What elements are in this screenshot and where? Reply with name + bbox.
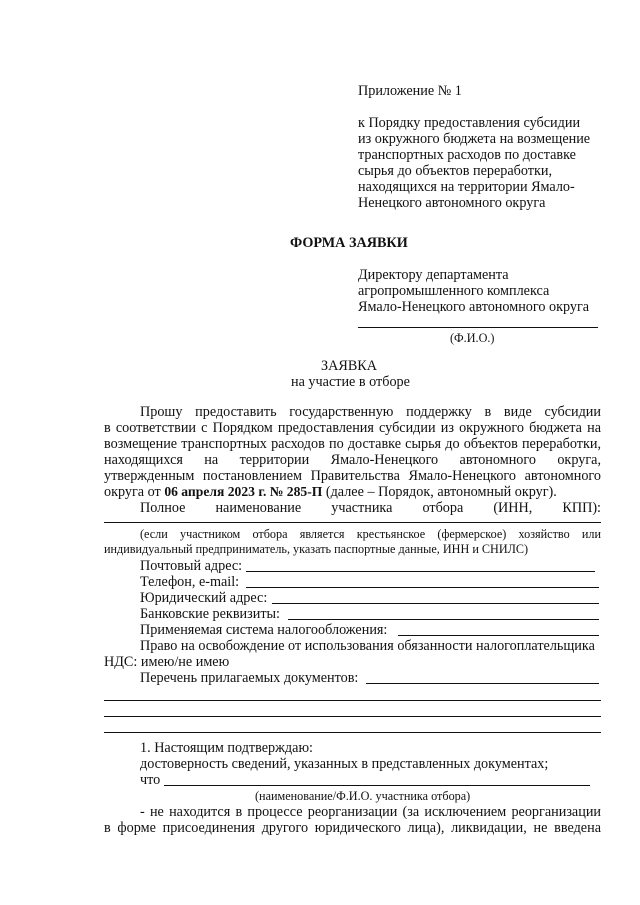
docs-line[interactable]	[104, 716, 601, 717]
vat-label: НДС: имею/не имею	[104, 654, 230, 670]
confirm-what: что	[140, 772, 161, 788]
form-title: ФОРМА ЗАЯВКИ	[290, 235, 408, 251]
participant-line[interactable]	[164, 785, 590, 786]
request-line: Прошу предоставить государственную поддержку в виде субсидии	[140, 404, 601, 420]
confirm-bullet: - не находится в процессе реорганизации (за исключением реорганизации	[140, 804, 601, 820]
heading-title: ЗАЯВКА	[321, 358, 377, 374]
legal-line[interactable]	[272, 603, 599, 604]
request-line-post: (далее – Порядок, автономный округ).	[325, 484, 557, 500]
participant-caption: (наименование/Ф.И.О. участника отбора)	[255, 789, 471, 803]
decree-reference: 06 апреля 2023 г. № 285-П	[164, 484, 323, 499]
fullname-note: (если участником отбора является крестьянское (фермерское) хозяйство или	[140, 527, 601, 541]
phone-label: Телефон, e-mail:	[140, 574, 240, 590]
appendix-line: находящихся на территории Ямало-	[358, 179, 575, 195]
fullname-note: индивидуальный предприниматель, указать паспортные данные, ИНН и СНИЛС)	[104, 542, 529, 556]
appendix-line: Ненецкого автономного округа	[358, 195, 546, 211]
phone-line[interactable]	[246, 587, 599, 588]
tax-label: Применяемая система налогообложения:	[140, 622, 388, 638]
postal-label: Почтовый адрес:	[140, 558, 243, 574]
vat-label: Право на освобождение от использования обязанности налогоплательщика	[140, 638, 595, 654]
legal-label: Юридический адрес:	[140, 590, 268, 606]
request-line: утвержденным постановлением Правительства Ямало-Ненецкого автономного	[104, 468, 601, 484]
addressee-line: Директору департамента	[358, 267, 509, 283]
appendix-title: Приложение № 1	[358, 83, 462, 99]
bank-line[interactable]	[288, 619, 599, 620]
request-line	[104, 484, 557, 500]
fullname-label: Полное наименование участника отбора (ИНН, КПП):	[140, 500, 601, 516]
appendix-line: транспортных расходов по доставке	[358, 147, 576, 163]
docs-line[interactable]	[104, 732, 601, 733]
heading-subtitle: на участие в отборе	[291, 374, 410, 390]
appendix-line: из окружного бюджета на возмещение	[358, 131, 591, 147]
addressee-line: Ямало-Ненецкого автономного округа	[358, 299, 590, 315]
request-line: возмещение транспортных расходов по доставке сырья до объектов переработки,	[104, 436, 601, 452]
bank-label: Банковские реквизиты:	[140, 606, 280, 622]
docs-line[interactable]	[104, 700, 601, 701]
confirm-item: 1. Настоящим подтверждаю:	[140, 740, 313, 756]
request-line: в соответствии с Порядком предоставления субсидии из окружного бюджета на	[104, 420, 601, 436]
fio-line	[358, 327, 598, 328]
tax-line[interactable]	[398, 635, 599, 636]
postal-line[interactable]	[246, 571, 595, 572]
request-line-pre: округа от	[104, 484, 161, 500]
addressee-line: агропромышленного комплекса	[358, 283, 550, 299]
appendix-line: сырья до объектов переработки,	[358, 163, 553, 179]
docs-line[interactable]	[366, 683, 599, 684]
fullname-line[interactable]	[104, 522, 601, 523]
confirm-bullet: в форме присоединения другого юридического лица), ликвидации, не введена	[104, 820, 601, 836]
confirm-accuracy: достоверность сведений, указанных в представленных документах;	[140, 756, 549, 772]
appendix-line: к Порядку предоставления субсидии	[358, 115, 581, 131]
request-line: находящихся на территории Ямало-Ненецкого автономного округа,	[104, 452, 601, 468]
docs-label: Перечень прилагаемых документов:	[140, 670, 359, 686]
fio-caption: (Ф.И.О.)	[450, 331, 495, 345]
